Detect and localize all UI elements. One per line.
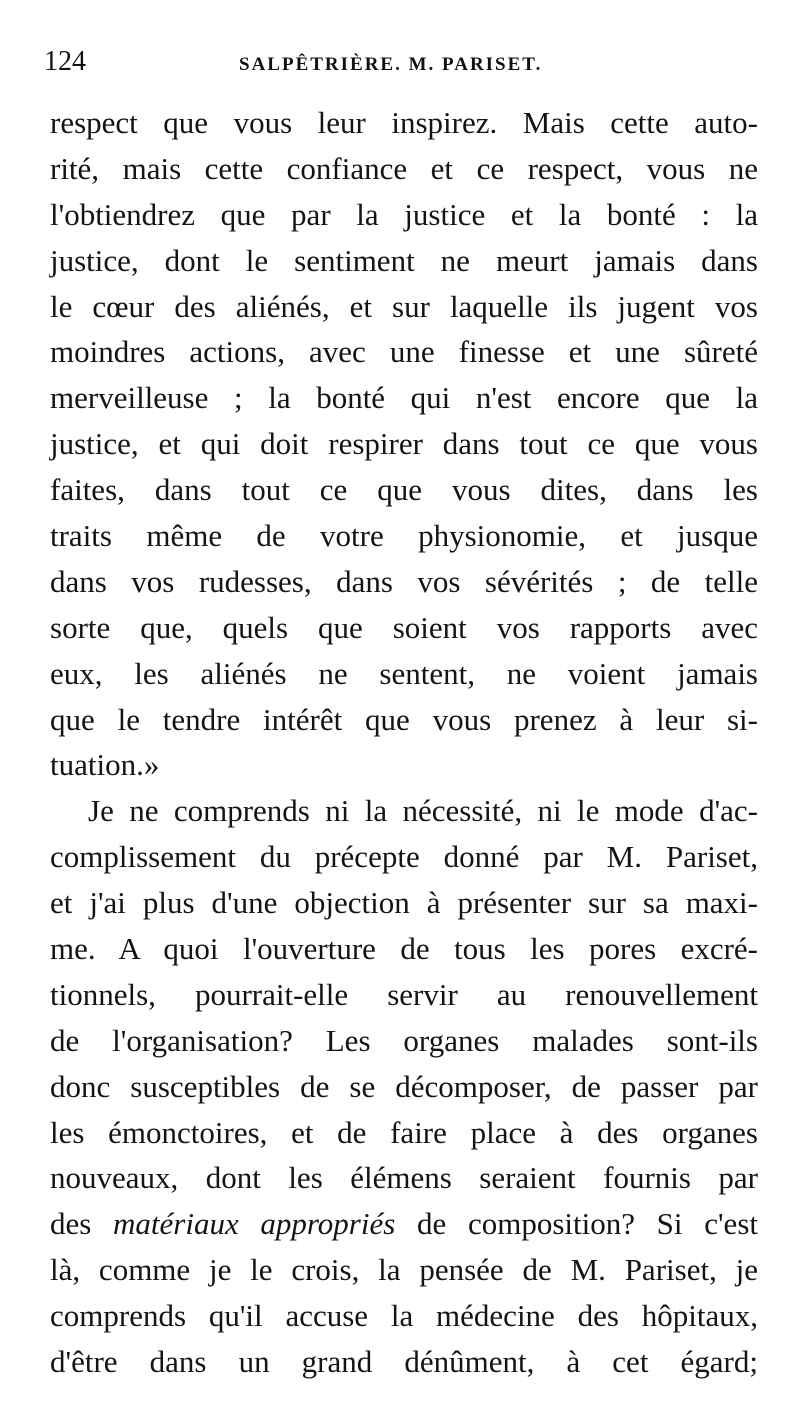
paragraph-end-line: tuation.» <box>50 747 160 783</box>
text-line: nouveaux, dont les élémens seraient fournis par <box>50 1160 758 1196</box>
text-line: moindres actions, avec une finesse et une sûreté <box>50 334 758 370</box>
text-line: donc susceptibles de se décomposer, de passer par <box>50 1068 758 1104</box>
paragraph-start-line: Je ne comprends ni la nécessité, ni le mode d'ac- <box>88 793 758 829</box>
text-line: l'obtiendrez que par la justice et la bonté : la <box>50 196 758 232</box>
text-line: le cœur des aliénés, et sur laquelle ils jugent vos <box>50 288 758 324</box>
text-line: justice, et qui doit respirer dans tout ce que vous <box>50 426 758 462</box>
text-line: complissement du précepte donné par M. Pariset, <box>50 839 758 875</box>
text-line: faites, dans tout ce que vous dites, dans les <box>50 472 758 508</box>
text-line: tionnels, pourrait-elle servir au renouvellement <box>50 976 758 1012</box>
text-line: respect que vous leur inspirez. Mais cette auto- <box>50 105 758 140</box>
text-line: que le tendre intérêt que vous prenez à leur si- <box>50 701 758 737</box>
text-line: merveilleuse ; la bonté qui n'est encore que la <box>50 380 758 416</box>
body-text <box>50 100 758 1385</box>
text-line: de l'organisation? Les organes malades sont-ils <box>50 1022 758 1058</box>
text-line: et j'ai plus d'une objection à présenter sur sa maxi- <box>50 885 758 921</box>
text-line-italic-phrase <box>50 1201 758 1247</box>
line-prefix: des <box>50 1206 114 1242</box>
text-line: sorte que, quels que soient vos rapports avec <box>50 609 758 645</box>
running-head <box>44 46 756 86</box>
text-line: eux, les aliénés ne sentent, ne voient jamais <box>50 655 758 691</box>
text-line: me. A quoi l'ouverture de tous les pores excré- <box>50 931 758 967</box>
text-line: justice, dont le sentiment ne meurt jamais dans <box>50 242 758 278</box>
text-line: les émonctoires, et de faire place à des organes <box>50 1114 758 1150</box>
text-line: traits même de votre physionomie, et jusque <box>50 518 758 554</box>
italic-phrase: matériaux appropriés <box>113 1206 396 1242</box>
text-line: d'être dans un grand dénûment, à cet égard; <box>50 1344 758 1380</box>
line-suffix: de composition? Si c'est <box>395 1206 758 1242</box>
page-number: 124 <box>44 46 86 77</box>
running-title: SALPÊTRIÈRE. M. PARISET. <box>239 54 543 75</box>
text-line: rité, mais cette confiance et ce respect, vous ne <box>50 150 758 186</box>
text-line: là, comme je le crois, la pensée de M. Pariset, je <box>50 1252 758 1288</box>
text-line: dans vos rudesses, dans vos sévérités ; de telle <box>50 563 758 599</box>
text-line: comprends qu'il accuse la médecine des hôpitaux, <box>50 1298 758 1334</box>
